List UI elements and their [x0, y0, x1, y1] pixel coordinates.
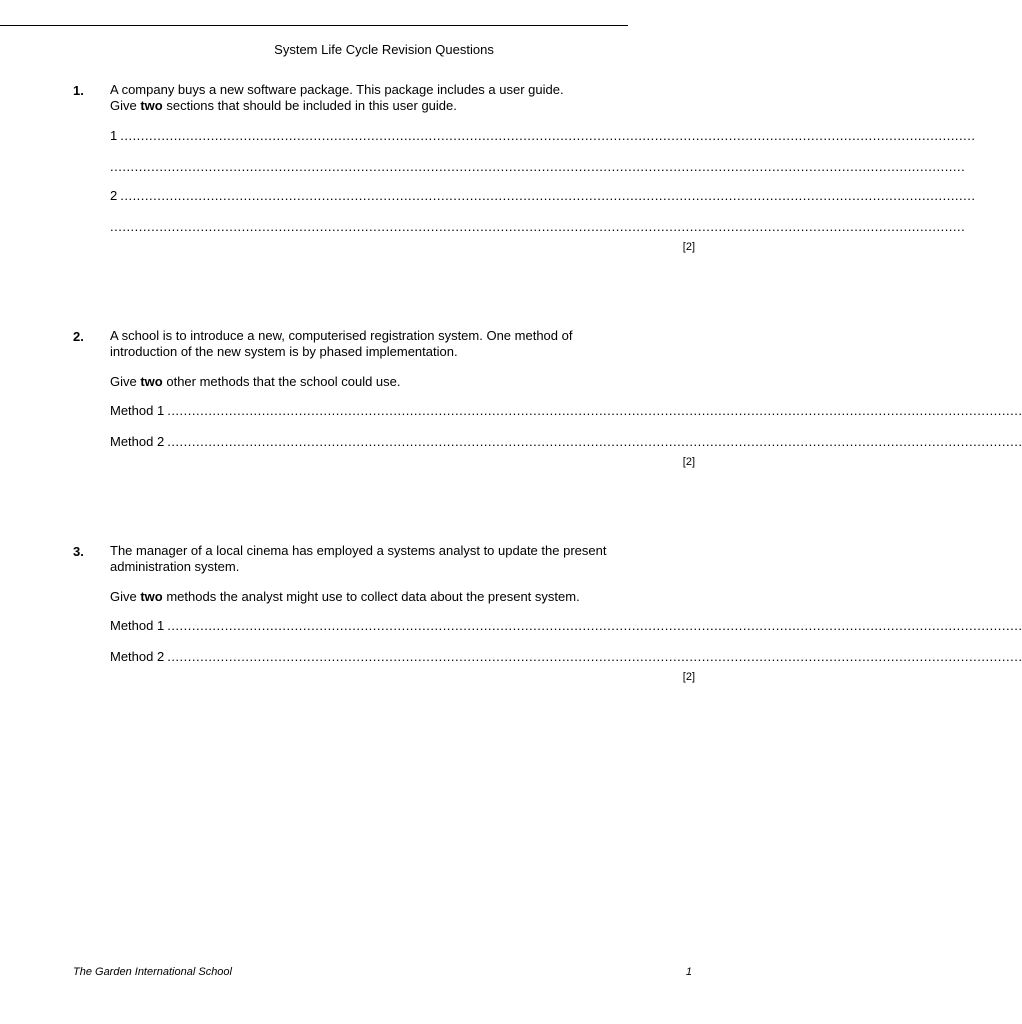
question-2-text-line-3: Give two other methods that the school could use. — [110, 374, 401, 389]
question-1-answer-1-continuation[interactable] — [110, 159, 966, 175]
footer-page-number: 1 — [685, 966, 692, 978]
page-title: System Life Cycle Revision Questions — [274, 42, 494, 57]
answer-dotted-line[interactable]: ................................................................................................................................................................................................................ — [120, 128, 976, 143]
answer-label: 1 — [110, 128, 118, 143]
header-rule — [0, 25, 628, 26]
answer-dotted-line[interactable]: ................................................................................................................................................................................................................ — [167, 403, 1022, 418]
question-1-number: 1. — [73, 83, 84, 98]
question-1-text-line-2: Give two sections that should be included in this user guide. — [110, 98, 457, 113]
answer-dotted-line[interactable]: ................................................................................................................................................................................................................ — [167, 434, 1022, 449]
answer-dotted-line[interactable]: ................................................................................................................................................................................................................ — [110, 219, 966, 234]
method-label: Method 2 — [110, 434, 165, 449]
question-2-marks: [2] — [682, 456, 695, 468]
answer-label: 2 — [110, 188, 118, 203]
question-1-answer-2-continuation[interactable] — [110, 219, 966, 235]
answer-dotted-line[interactable]: ................................................................................................................................................................................................................ — [120, 188, 976, 203]
answer-dotted-line[interactable]: ................................................................................................................................................................................................................ — [167, 649, 1022, 664]
method-label: Method 1 — [110, 403, 165, 418]
method-label: Method 2 — [110, 649, 165, 664]
question-1-answer-2[interactable] — [110, 188, 976, 204]
question-2-method-2[interactable] — [110, 434, 1022, 450]
question-3-method-2[interactable] — [110, 649, 1022, 665]
method-label: Method 1 — [110, 618, 165, 633]
question-3-marks: [2] — [682, 671, 695, 683]
answer-dotted-line[interactable]: ................................................................................................................................................................................................................ — [167, 618, 1022, 633]
answer-dotted-line[interactable]: ................................................................................................................................................................................................................ — [110, 159, 966, 174]
question-1-text-line-1: A company buys a new software package. This package includes a user guide. — [110, 82, 564, 97]
question-3-method-1[interactable] — [110, 618, 1022, 634]
question-2-number: 2. — [73, 329, 84, 344]
question-2-text-line-1: A school is to introduce a new, computerised registration system. One method of — [110, 328, 573, 343]
question-1-marks: [2] — [682, 241, 695, 253]
question-3-text-line-1: The manager of a local cinema has employed a systems analyst to update the present — [110, 543, 607, 558]
question-3-text-line-3: Give two methods the analyst might use to collect data about the present system. — [110, 589, 580, 604]
question-2-text-line-2: introduction of the new system is by phased implementation. — [110, 344, 458, 359]
footer-school-name: The Garden International School — [73, 966, 232, 978]
question-3-number: 3. — [73, 544, 84, 559]
question-2-method-1[interactable] — [110, 403, 1022, 419]
question-1-answer-1[interactable] — [110, 128, 976, 144]
question-3-text-line-2: administration system. — [110, 559, 240, 574]
